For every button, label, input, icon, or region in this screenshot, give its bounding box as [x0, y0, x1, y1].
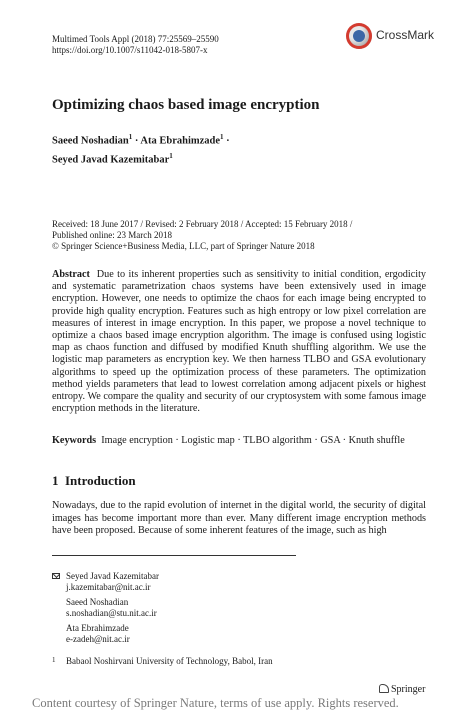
contact-entry	[52, 571, 352, 593]
contact-name: Seyed Javad Kazemitabar	[66, 571, 159, 581]
journal-meta	[52, 34, 219, 56]
affiliation-number: 1	[52, 656, 56, 664]
affiliation-note	[52, 656, 273, 666]
section-heading	[52, 473, 136, 489]
paper-title: Optimizing chaos based image encryption	[52, 97, 320, 113]
author-name[interactable]: · Ata Ebrahimzade	[132, 135, 221, 147]
keywords-label: Keywords	[52, 435, 97, 446]
doi-link[interactable]: https://doi.org/10.1007/s11042-018-5807-x	[52, 45, 208, 55]
contact-list	[52, 571, 352, 649]
section-number: 1	[52, 473, 59, 488]
history-dates: Received: 18 June 2017 / Revised: 2 February 2018 / Accepted: 15 February 2018 /	[52, 219, 353, 229]
section-title: Introduction	[65, 473, 136, 488]
keywords-text: Image encryption · Logistic map · TLBO algorithm · GSA · Knuth shuffle	[101, 435, 405, 446]
publication-dates	[52, 219, 432, 252]
courtesy-watermark: Content courtesy of Springer Nature, terms of use apply. Rights reserved.	[32, 696, 399, 710]
author-name[interactable]: Saeed Noshadian	[52, 135, 129, 147]
contact-email[interactable]: e-zadeh@nit.ac.ir	[66, 634, 130, 644]
contact-name: Saeed Noshadian	[66, 597, 129, 607]
crossmark-icon	[346, 23, 372, 49]
contact-entry	[52, 597, 352, 619]
crossmark-label: CrossMark	[376, 28, 435, 42]
springer-logo	[379, 684, 425, 695]
journal-citation: Multimed Tools Appl (2018) 77:25569–25590	[52, 34, 219, 44]
affiliation-text: Babaol Noshirvani University of Technology, Babol, Iran	[66, 656, 273, 666]
contact-email[interactable]: j.kazemitabar@nit.ac.ir	[66, 582, 151, 592]
keywords	[52, 435, 426, 446]
crossmark-badge[interactable]	[346, 23, 451, 51]
abstract-label: Abstract	[52, 269, 90, 280]
author-name[interactable]: Seyed Javad Kazemitabar	[52, 154, 170, 165]
contact-name: Ata Ebrahimzade	[66, 623, 129, 633]
copyright-notice: © Springer Science+Business Media, LLC, part of Springer Nature 2018	[52, 241, 315, 251]
published-online: Published online: 23 March 2018	[52, 230, 172, 240]
envelope-icon	[52, 573, 60, 579]
springer-horse-icon	[379, 684, 389, 693]
abstract	[52, 269, 426, 415]
publisher-name: Springer	[391, 684, 426, 695]
intro-paragraph: Nowadays, due to the rapid evolution of internet in the digital world, the security of digital images has become important more than ever. Many different image encryption methods have been proposed. Because of some inherent features of the image, such as high	[52, 500, 426, 537]
author-separator: ·	[223, 135, 230, 147]
affiliation-marker: 1	[128, 133, 133, 141]
author-list	[52, 130, 292, 167]
contact-email[interactable]: s.noshadian@stu.nit.ac.ir	[66, 608, 157, 618]
footnote-divider	[52, 555, 296, 556]
affiliation-marker: 1	[220, 133, 224, 141]
abstract-text: Due to its inherent properties such as sensitivity to initial condition, ergodicity and systematic parametrization chaos systems have been extensively used in image encryption. However, one needs to optimize the chaos for each image being encrypted to provide high quality encryption. Features such as high entropy or low pixel correlation are measures of interest in image encryption. In this paper, we propose a novel technique to optimize a chaos based image encryption algorithm. The image is confused using logistic map as chaos function and diffused by modified Knuth shuffling algorithm. We use the logistic map parameters as encryption key. We then harness TLBO and GSA evolutionary algorithms to speed up the optimization process of these parameters. The optimization method yields parameters that lead to lowest correlation among adjacent pixels or highest entropy. We compare the quality and security of our cryptosystem with some famous image encryption methods in the literature.	[52, 269, 426, 415]
affiliation-marker: 1	[169, 151, 173, 160]
contact-entry	[52, 623, 352, 645]
